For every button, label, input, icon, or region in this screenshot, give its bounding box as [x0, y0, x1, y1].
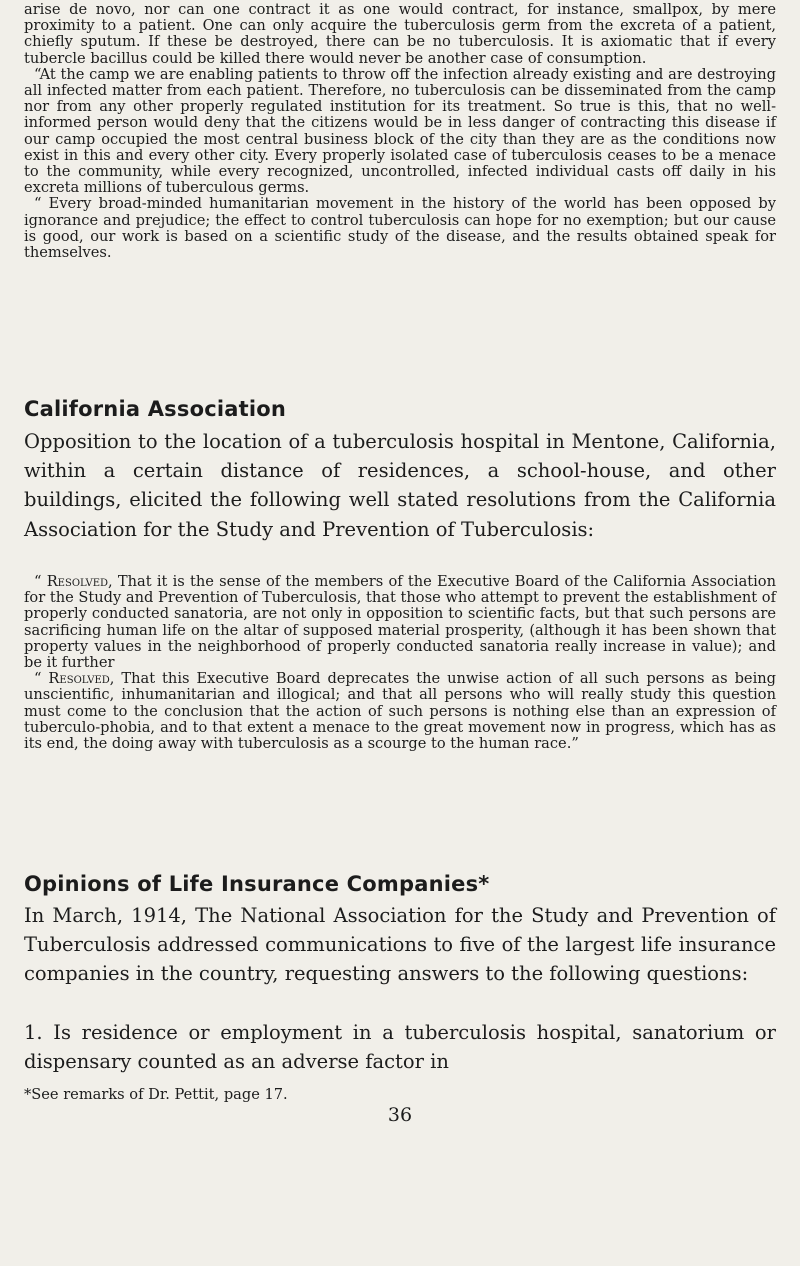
resolved-lead: “ Resolved,	[34, 670, 115, 688]
resolution-1	[24, 574, 776, 671]
top-section	[24, 2, 776, 261]
page-number: 36	[387, 1104, 413, 1126]
resolution-2-text: That this Executive Board deprecates the unwise action of all such persons as being unscientific, inhumanitarian and illogical; and that all persons who will really study this question must come to the conclusion that the action of such persons is nothing else than an expression of tuberculo-phobia, and to that extent a menace to the great movement now in progress, which has as its end, the doing away with tuberculosis as a scourge to the human race.”	[24, 670, 776, 753]
heading-insurance-opinions: Opinions of Life Insurance Companies*	[24, 872, 490, 896]
paragraph-camp: “At the camp we are enabling patients to throw off the infection already existing and are destroying all infected matter from each patient. Therefore, no tuberculosis can be disseminated from the camp nor from any other properly regulated institution for its treatment. So true is this, that no well-informed person would deny that the citizens would be in less danger of contracting this disease if our camp occupied the most central business block of the city than they are as the conditions now exist in this and every other city. Every properly isolated case of tuberculosis ceases to be a menace to the community, while every recognized, uncontrolled, infected individual casts off daily in his excreta millions of tuberculous germs.	[24, 65, 776, 197]
resolved-lead: “ Resolved,	[34, 573, 113, 590]
footnote: *See remarks of Dr. Pettit, page 17.	[24, 1086, 288, 1103]
heading-california-association: California Association	[24, 397, 287, 421]
paragraph-california-intro: Opposition to the location of a tuberculosis hospital in Mentone, California, within a certain distance of residences, a school-house, and other buildings, elicited the following well stated resolutions from the California Association for the Study and Prevention of Tuberculosis:	[24, 430, 776, 541]
question-1: 1. Is residence or employment in a tuberculosis hospital, sanatorium or dispensary counted as an adverse factor in	[24, 1021, 776, 1074]
paragraph-humanitarian: “ Every broad-minded humanitarian movement in the history of the world has been opposed by ignorance and prejudice; the effect to control tuberculosis can hope for no exemption; but our cause is good, our work is based on a scientific study of the disease, and the results obtained speak for themselves.	[24, 195, 776, 262]
paragraph-insurance-intro: In March, 1914, The National Association for the Study and Prevention of Tuberculosis addressed communications to five of the largest life insurance companies in the country, requesting answers to the following questions:	[24, 904, 776, 986]
resolutions	[24, 574, 776, 752]
resolution-1-text: That it is the sense of the members of the Executive Board of the California Association for the Study and Prevention of Tuberculosis, that those who attempt to prevent the establishment of properly conducted sanatoria, are not only in opposition to scientific facts, but that such persons are sacrificing human life on the altar of supposed material prosperity, (although it has been shown that property values in the neighborhood of properly conducted sanatoria really increase in value); and be it further	[24, 573, 776, 672]
paragraph-contagion: arise de novo, nor can one contract it as one would contract, for instance, smallpox, by mere proximity to a patient. One can only acquire the tuberculosis germ from the excreta of a patient, chiefly sputum. If these be destroyed, there can be no tuberculosis. It is axiomatic that if every tubercle bacillus could be killed there would never be another case of consumption.	[24, 1, 776, 67]
resolution-2	[24, 671, 776, 752]
